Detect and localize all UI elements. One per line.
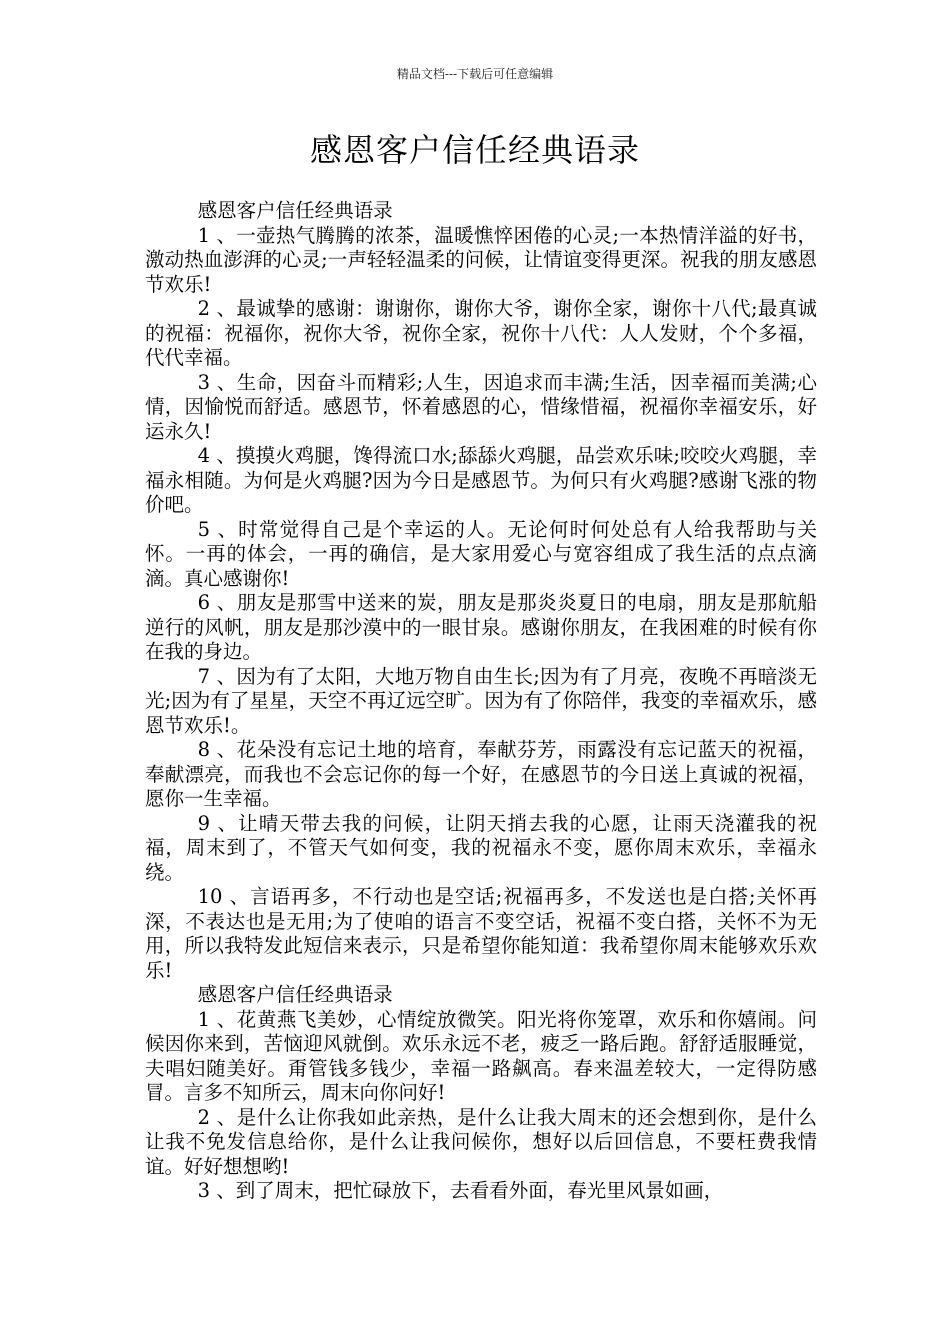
quote-paragraph: 1 、花黄燕飞美妙，心情绽放微笑。阳光将你笼罩，欢乐和你嬉闹。问候因你来到，苦恼迎风就倒。欢乐永远不老，疲乏一路后跑。舒舒适服睡觉，夫唱妇随美好。甭管钱多钱少，幸福一路飙高。春来温差较大，一定得防感冒。言多不知所云，周末向你问好! — [145, 1007, 817, 1104]
quote-paragraph: 6 、朋友是那雪中送来的炭，朋友是那炎炎夏日的电扇，朋友是那航船逆行的风帆，朋友是那沙漠中的一眼甘泉。感谢你朋友，在我困难的时候有你在我的身边。 — [145, 591, 817, 663]
quote-paragraph: 1 、一壶热气腾腾的浓茶，温暖憔悴困倦的心灵;一本热情洋溢的好书，激动热血澎湃的心灵;一声轻轻温柔的问候，让情谊变得更深。祝我的朋友感恩节欢乐! — [145, 223, 817, 296]
quote-paragraph: 2 、是什么让你我如此亲热，是什么让我大周末的还会想到你，是什么让我不免发信息给你，是什么让我问候你，想好以后回信息，不要枉费我情谊。好好想想哟! — [145, 1105, 817, 1178]
quote-paragraph: 9 、让晴天带去我的问候，让阴天捎去我的心愿，让雨天浇灌我的祝福，周末到了，不管天气如何变，我的祝福永不变，愿你周末欢乐，幸福永绕。 — [145, 811, 817, 884]
section-heading: 感恩客户信任经典语录 — [197, 199, 393, 222]
document-title: 感恩客户信任经典语录 — [309, 131, 640, 169]
quote-paragraph: 7 、因为有了太阳，大地万物自由生长;因为有了月亮，夜晚不再暗淡无光;因为有了星星，天空不再辽远空旷。因为有了你陪伴，我变的幸福欢乐，感恩节欢乐!。 — [145, 664, 817, 737]
page-header: 精品文档---下载后可任意编辑 — [396, 67, 554, 81]
quote-paragraph: 5 、时常觉得自己是个幸运的人。无论何时何处总有人给我帮助与关怀。一再的体会，一再的确信，是大家用爱心与宽容组成了我生活的点点滴滴。真心感谢你! — [145, 517, 817, 590]
quote-paragraph: 2 、最诚挚的感谢：谢谢你，谢你大爷，谢你全家，谢你十八代;最真诚的祝福：祝福你，祝你大爷，祝你全家，祝你十八代：人人发财，个个多福，代代幸福。 — [145, 297, 817, 369]
document-body — [145, 199, 817, 1204]
quote-paragraph: 3 、生命，因奋斗而精彩;人生，因追求而丰满;生活，因幸福而美满;心情，因愉悦而舒适。感恩节，怀着感恩的心，惜缘惜福，祝福你幸福安乐，好运永久! — [145, 370, 817, 443]
quote-paragraph: 10 、言语再多，不行动也是空话;祝福再多，不发送也是白搭;关怀再深，不表达也是无用;为了使咱的语言不变空话，祝福不变白搭，关怀不为无用，所以我特发此短信来表示，只是希望你能知道：我希望你周末能够欢乐欢乐! — [145, 885, 817, 982]
quote-paragraph: 3 、到了周末，把忙碌放下，去看看外面，春光里风景如画， — [197, 1179, 724, 1202]
quote-paragraph: 8 、花朵没有忘记土地的培育，奉献芬芳，雨露没有忘记蓝天的祝福，奉献漂亮，而我也不会忘记你的每一个好，在感恩节的今日送上真诚的祝福，愿你一生幸福。 — [145, 738, 817, 810]
quote-paragraph: 4 、摸摸火鸡腿，馋得流口水;舔舔火鸡腿，品尝欢乐味;咬咬火鸡腿，幸福永相随。为何是火鸡腿?因为今日是感恩节。为何只有火鸡腿?感谢飞涨的物价吧。 — [145, 444, 817, 516]
section-heading: 感恩客户信任经典语录 — [197, 983, 393, 1006]
